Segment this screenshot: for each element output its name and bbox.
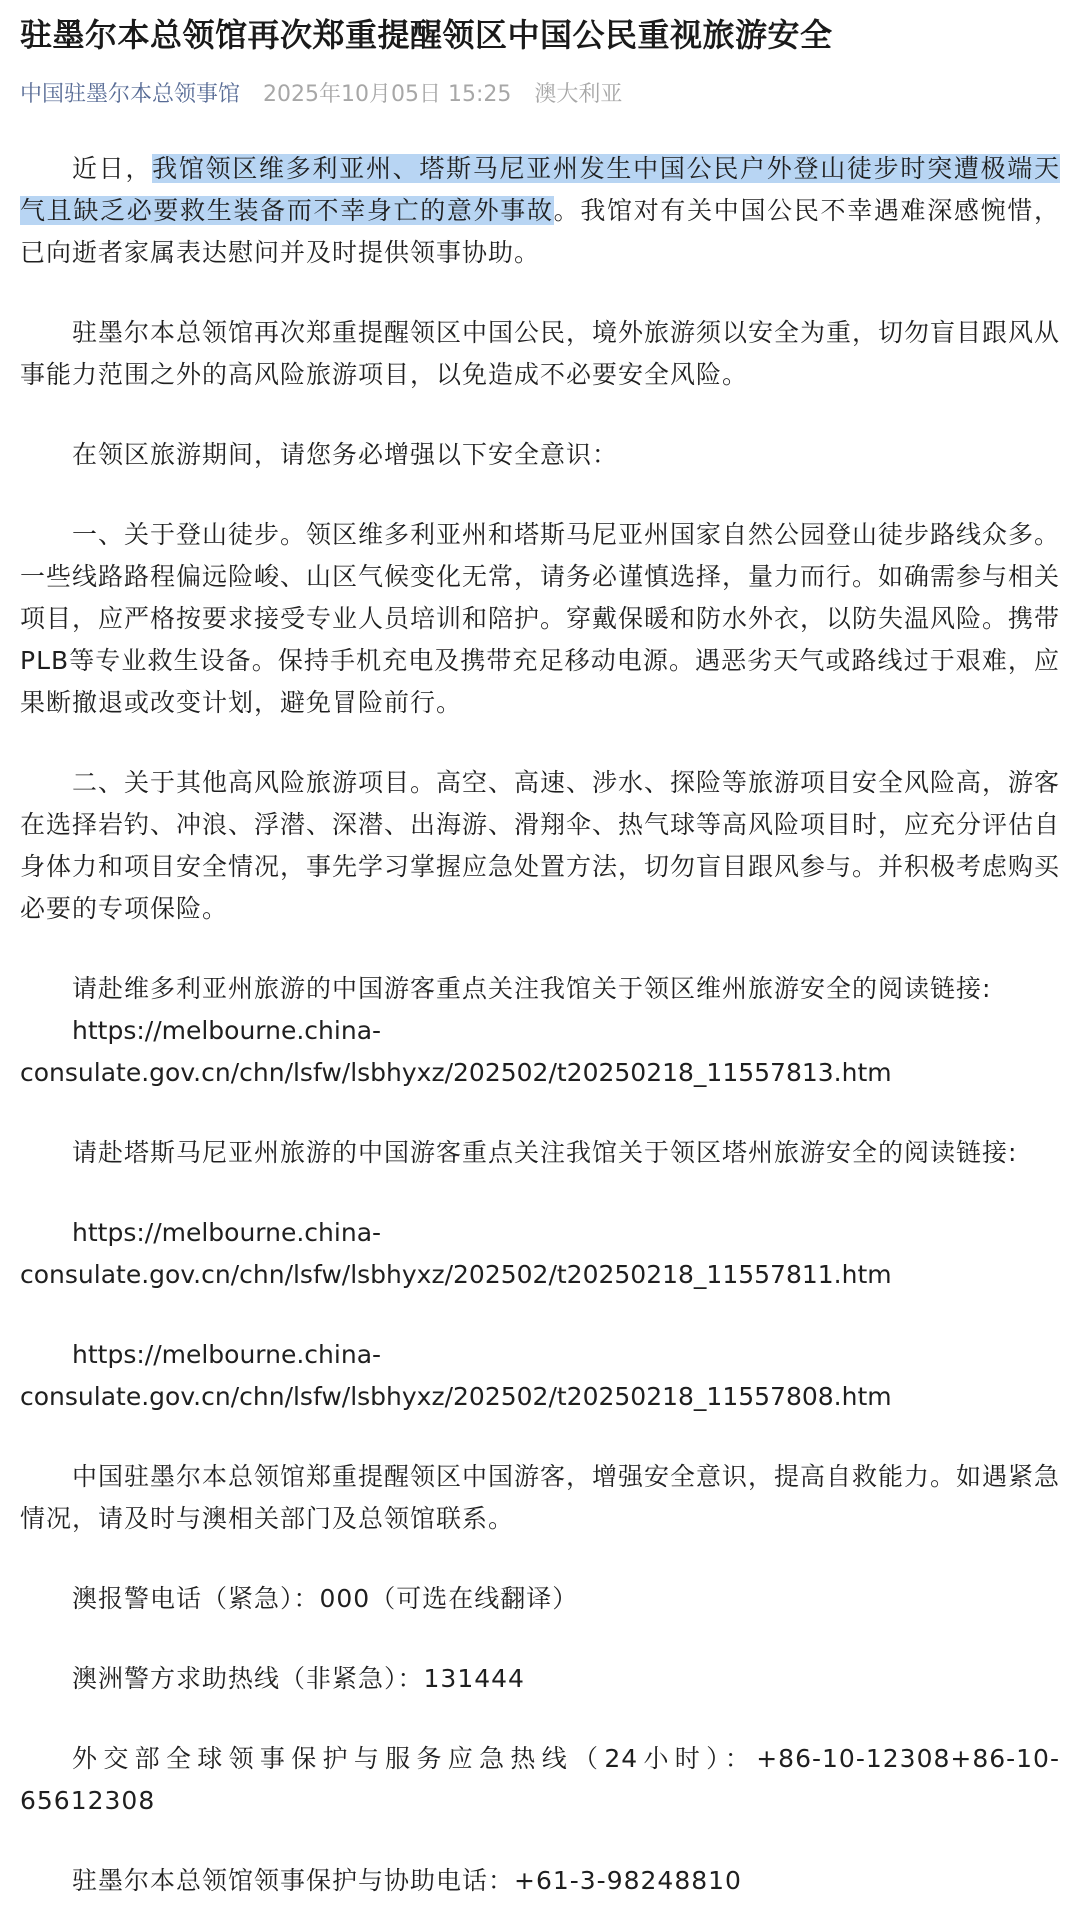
- tas-link-1-url-part2[interactable]: consulate.gov.cn/chn/lsfw/lsbhyxz/202502/t20250218_11557811.htm: [20, 1260, 892, 1289]
- paragraph-incident-rest: 。我馆对有关中国公民不幸遇难深感惋惜，已向逝者家属表达慰问并及时提供领事协助。: [20, 196, 1060, 267]
- consulate-phone: 驻墨尔本总领馆领事保护与协助电话：+61-3-98248810: [72, 1866, 742, 1895]
- paragraph-incident-lead: 近日，: [72, 154, 153, 183]
- paragraph-hiking: 一、关于登山徒步。领区维多利亚州和塔斯马尼亚州国家自然公园登山徒步路线众多。一些线路路程偏远险峻、山区气候变化无常，请务必谨慎选择，量力而行。如确需参与相关项目，应严格按要求接受专业人员培训和陪护。穿戴保暖和防水外衣，以防失温风险。携带PLB等专业救生设备。保持手机充电及携带充足移动电源。遇恶劣天气或路线过于艰难，应果断撤退或改变计划，避免冒险前行。: [20, 520, 1061, 717]
- paragraph-closing-reminder: 中国驻墨尔本总领馆郑重提醒领区中国游客，增强安全意识，提高自救能力。如遇紧急情况，请及时与澳相关部门及总领馆联系。: [20, 1462, 1061, 1533]
- account-name-link[interactable]: 中国驻墨尔本总领事馆: [20, 82, 241, 107]
- paragraph-reminder: 驻墨尔本总领馆再次郑重提醒领区中国公民，境外旅游须以安全为重，切勿盲目跟风从事能力范围之外的高风险旅游项目，以免造成不必要安全风险。: [20, 318, 1061, 389]
- paragraph-tas-link-1: [20, 1212, 1060, 1296]
- article-title: 驻墨尔本总领馆再次郑重提醒领区中国公民重视旅游安全: [20, 16, 833, 54]
- police-emergency-phone: 澳报警电话（紧急）：000（可选在线翻译）: [72, 1584, 579, 1613]
- vic-link-intro: 请赴维多利亚州旅游的中国游客重点关注我馆关于领区维州旅游安全的阅读链接:: [72, 974, 992, 1003]
- article-body: [20, 148, 1060, 1902]
- mfa-hotline: 外交部全球领事保护与服务应急热线（24小时）：+86-10-12308+86-10-65612308: [20, 1744, 1060, 1815]
- police-non-emergency-phone: 澳洲警方求助热线（非紧急）：131444: [72, 1664, 525, 1693]
- paragraph-vic-links: [20, 968, 1060, 1094]
- publish-location: 澳大利亚: [534, 82, 623, 107]
- vic-link-url-part2[interactable]: consulate.gov.cn/chn/lsfw/lsbhyxz/202502/t20250218_11557813.htm: [20, 1058, 892, 1087]
- paragraph-high-risk: 二、关于其他高风险旅游项目。高空、高速、涉水、探险等旅游项目安全风险高，游客在选择岩钓、冲浪、浮潜、深潜、出海游、滑翔伞、热气球等高风险项目时，应充分评估自身体力和项目安全情况，事先学习掌握应急处置方法，切勿盲目跟风参与。并积极考虑购买必要的专项保险。: [20, 768, 1061, 923]
- article-meta: [20, 80, 1060, 110]
- selected-text-highlight[interactable]: 我馆领区维多利亚州、塔斯马尼亚州发生中国公民户外登山徒步时突遭极端天气且缺乏必要救生装备而不幸身亡的意外事故: [20, 154, 1060, 225]
- paragraph-awareness-intro: 在领区旅游期间，请您务必增强以下安全意识：: [72, 440, 619, 469]
- publish-date: 2025年10月05日 15:25: [263, 82, 512, 107]
- tas-link-1-url-part1[interactable]: https://melbourne.china-: [72, 1218, 382, 1247]
- tas-link-2-url-part2[interactable]: consulate.gov.cn/chn/lsfw/lsbhyxz/202502/t20250218_11557808.htm: [20, 1382, 892, 1411]
- paragraph-tas-links: 请赴塔斯马尼亚州旅游的中国游客重点关注我馆关于领区塔州旅游安全的阅读链接:: [72, 1138, 1018, 1167]
- paragraph-tas-link-2: [20, 1334, 1060, 1418]
- tas-link-2-url-part1[interactable]: https://melbourne.china-: [72, 1340, 382, 1369]
- vic-link-url-part1[interactable]: https://melbourne.china-: [72, 1016, 382, 1045]
- paragraph-incident: [20, 148, 1060, 274]
